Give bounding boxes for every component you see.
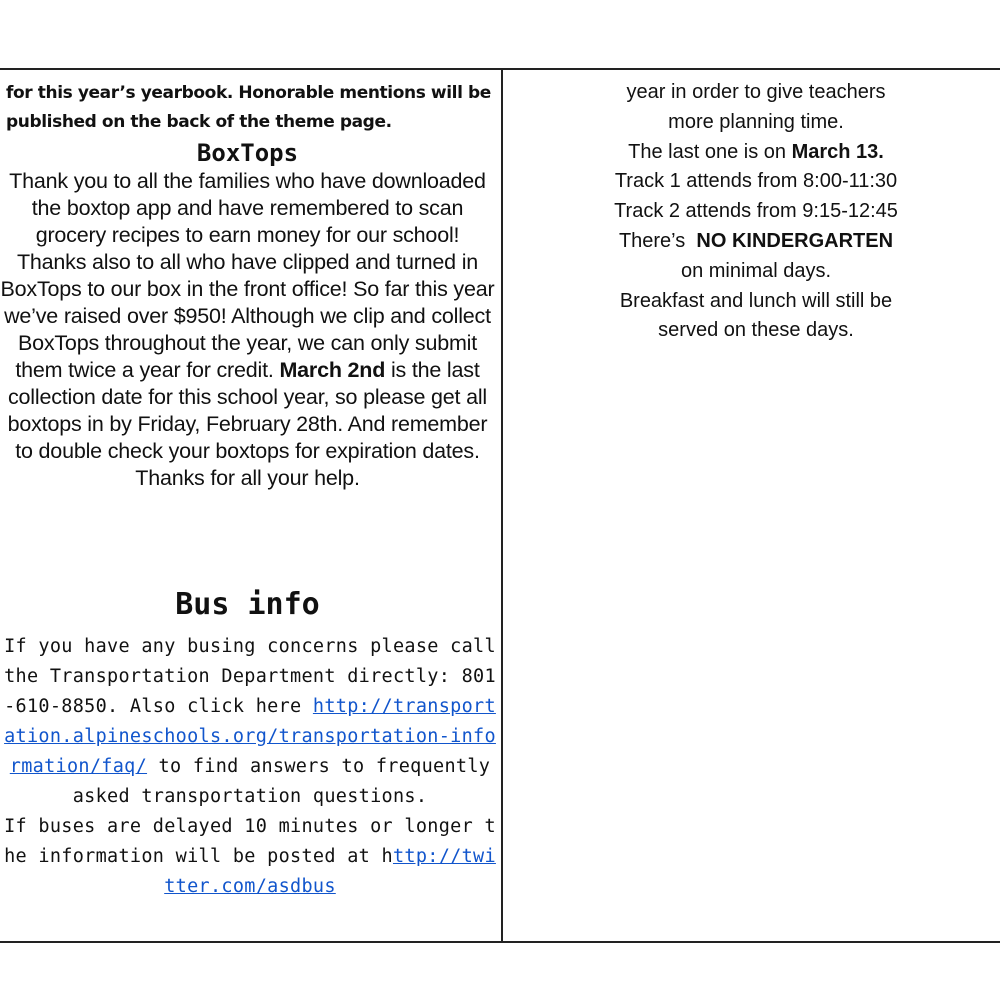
bus-info-block (4, 632, 496, 812)
minimal-days-paragraph (503, 78, 1000, 346)
bus-delay-block (4, 812, 496, 902)
meals-line2: served on these days. (658, 319, 854, 342)
minimal-days-line1: year in order to give teachers (626, 81, 886, 103)
transportation-faq-link[interactable]: http://transportation.alpineschools.org/transportation-information/faq/ (4, 696, 496, 777)
boxtops-text-part1: Thank you to all the families who have downloaded the boxtop app and have remembered to scan grocery recipes to earn money for our school! Thanks also to all who have clipped and turned in BoxTops to our box in the front office! So far this year we’ve raised over $950! Although we clip and collect BoxTops throughout the year, we can only submit them twice a year for credit. (0, 169, 495, 382)
right-column (503, 70, 1000, 940)
kindergarten-prefix: There’s (618, 229, 686, 252)
meals-line1: Breakfast and lunch will still be (619, 289, 893, 312)
twitter-link-prefix: h (381, 846, 393, 867)
twitter-link[interactable]: ttp://twitter.com/asdbus (164, 846, 496, 897)
boxtops-deadline: March 2nd (279, 358, 386, 382)
track1-schedule: Track 1 attends from 8:00-11:30 (614, 170, 898, 193)
boxtops-paragraph (0, 168, 495, 492)
yearbook-continuation-text: for this year’s yearbook. Honorable mentions will be published on the back of the theme page. (6, 83, 491, 132)
bus-info-paragraph (4, 632, 496, 902)
table-bottom-border (0, 941, 1000, 943)
bus-info-text-part2: to find answers to frequently asked transportation questions. (72, 756, 491, 807)
no-kindergarten-notice: NO KINDERGARTEN (696, 229, 894, 252)
track2-schedule: Track 2 attends from 9:15-12:45 (614, 200, 898, 223)
boxtops-heading: BoxTops (196, 139, 299, 167)
no-kindergarten-line (503, 227, 1000, 257)
left-column (0, 70, 501, 940)
bus-delay-text: If buses are delayed 10 minutes or longer the information will be posted at (4, 816, 496, 867)
bus-info-heading: Bus info (175, 587, 320, 622)
last-minimal-day-date: March 13. (791, 140, 884, 163)
last-minimal-day-prefix: The last one is on (628, 140, 787, 163)
boxtops-text-part2: is the last collection date for this school year, so please get all boxtops in by Friday, February 28th. And remember to double check your boxtops for expiration dates. Thanks for all your help. (7, 358, 488, 490)
bus-info-text-part1: If you have any busing concerns please call the Transportation Department directly: 801-610-8850. Also click here (4, 636, 496, 717)
kindergarten-suffix: on minimal days. (680, 259, 832, 282)
minimal-days-line2: more planning time. (668, 110, 844, 133)
last-minimal-day-line (503, 138, 1000, 168)
